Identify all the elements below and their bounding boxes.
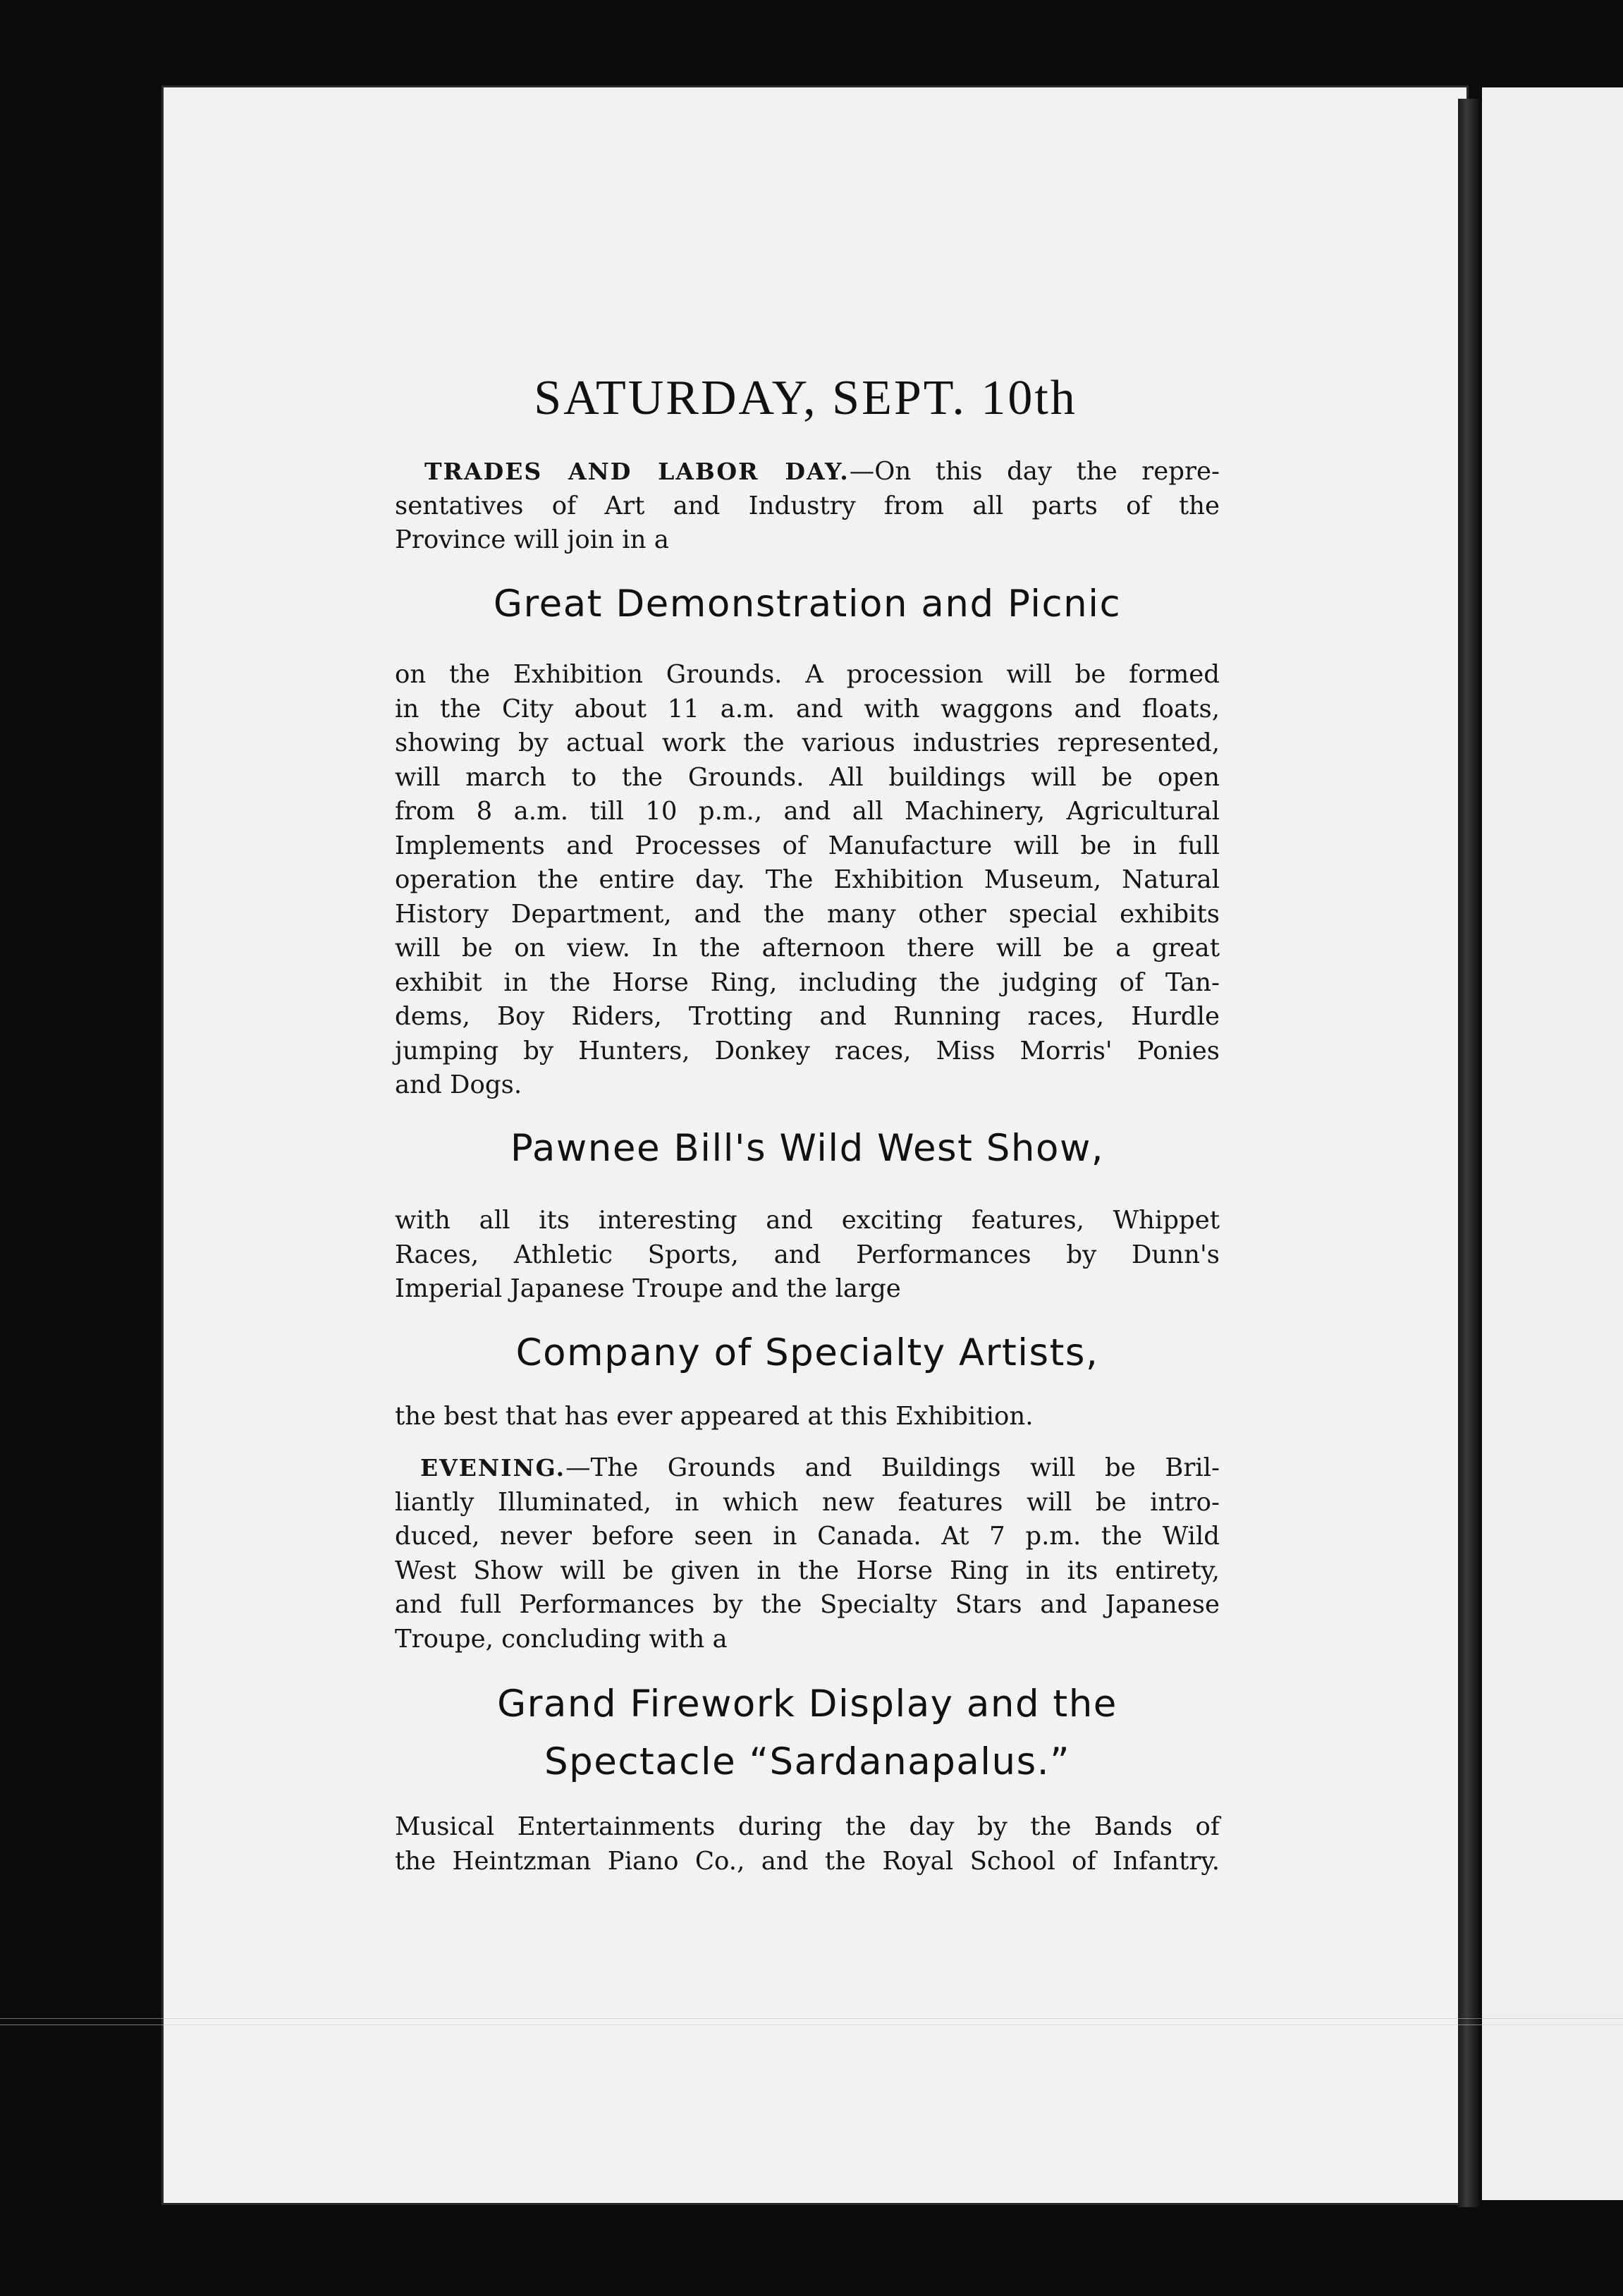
demo-line-2: in the City about 11 a.m. and with waggons and floats, (395, 694, 1220, 723)
wild-west-line-3: Imperial Japanese Troupe and the large (395, 1274, 901, 1303)
wild-west-line-2: Races, Athletic Sports, and Performances by Dunn's (395, 1240, 1220, 1269)
musical-line-2: the Heintzman Piano Co., and the Royal School of Infantry. (395, 1846, 1220, 1876)
intro-lead: TRADES AND LABOR DAY. (424, 458, 850, 485)
evening-line-6: Troupe, concluding with a (395, 1624, 728, 1654)
demo-line-5: from 8 a.m. till 10 p.m., and all Machinery, Agricultural (395, 797, 1220, 826)
evening-line-5: and full Performances by the Specialty Stars and Japanese (395, 1590, 1220, 1619)
specialty-line: the best that has ever appeared at this Exhibition. (395, 1402, 1034, 1431)
demonstration-paragraph (395, 658, 1220, 1103)
evening-paragraph (395, 1451, 1220, 1656)
demo-line-11: dems, Boy Riders, Trotting and Running races, Hurdle (395, 1002, 1220, 1031)
wild-west-paragraph (395, 1204, 1220, 1307)
demo-line-1: on the Exhibition Grounds. A procession will be formed (395, 660, 1220, 689)
scan-line (0, 2018, 1623, 2025)
demo-line-8: History Department, and the many other special exhibits (395, 899, 1220, 929)
intro-line-1-text: —On this day the repre- (849, 457, 1220, 486)
page-title: SATURDAY, SEPT. 10th (534, 371, 1077, 425)
demo-line-10: exhibit in the Horse Ring, including the judging of Tan- (395, 967, 1220, 997)
intro-paragraph (395, 455, 1220, 558)
adjacent-page-edge (1482, 87, 1623, 2200)
heading-specialty: Company of Specialty Artists, (515, 1331, 1099, 1374)
demo-line-3: showing by actual work the various industries represented, (395, 728, 1220, 757)
evening-line-1 (395, 1451, 1220, 1486)
evening-line-2: liantly Illuminated, in which new features will be intro- (395, 1487, 1220, 1517)
demo-line-13: and Dogs. (395, 1070, 522, 1099)
heading-demonstration: Great Demonstration and Picnic (493, 582, 1122, 625)
demo-line-9: will be on view. In the afternoon there will be a great (395, 934, 1220, 963)
musical-line-1: Musical Entertainments during the day by the Bands of (395, 1812, 1220, 1841)
demo-line-6: Implements and Processes of Manufacture will be in full (395, 831, 1220, 860)
specialty-paragraph (395, 1400, 1220, 1434)
evening-line-3: duced, never before seen in Canada. At 7 p.m. the Wild (395, 1522, 1220, 1551)
book-spine (1458, 99, 1479, 2207)
heading-fireworks-line-2: Spectacle “Sardanapalus.” (544, 1740, 1071, 1783)
heading-wild-west: Pawnee Bill's Wild West Show, (510, 1127, 1105, 1170)
musical-paragraph (395, 1810, 1220, 1879)
demo-line-7: operation the entire day. The Exhibition Museum, Natural (395, 865, 1220, 894)
intro-line-3: Province will join in a (395, 525, 669, 554)
intro-line-2: sentatives of Art and Industry from all parts of the (395, 491, 1220, 520)
wild-west-line-1: with all its interesting and exciting features, Whippet (395, 1206, 1220, 1235)
evening-line-4: West Show will be given in the Horse Ring in its entirety, (395, 1556, 1220, 1585)
evening-lead: EVENING. (420, 1454, 566, 1482)
demo-line-4: will march to the Grounds. All buildings will be open (395, 762, 1220, 792)
evening-line-1-text: —The Grounds and Buildings will be Bril- (565, 1453, 1220, 1482)
heading-fireworks-line-1: Grand Firework Display and the (497, 1683, 1117, 1726)
intro-line-1 (395, 455, 1220, 489)
demo-line-12: jumping by Hunters, Donkey races, Miss Morris' Ponies (395, 1036, 1220, 1065)
